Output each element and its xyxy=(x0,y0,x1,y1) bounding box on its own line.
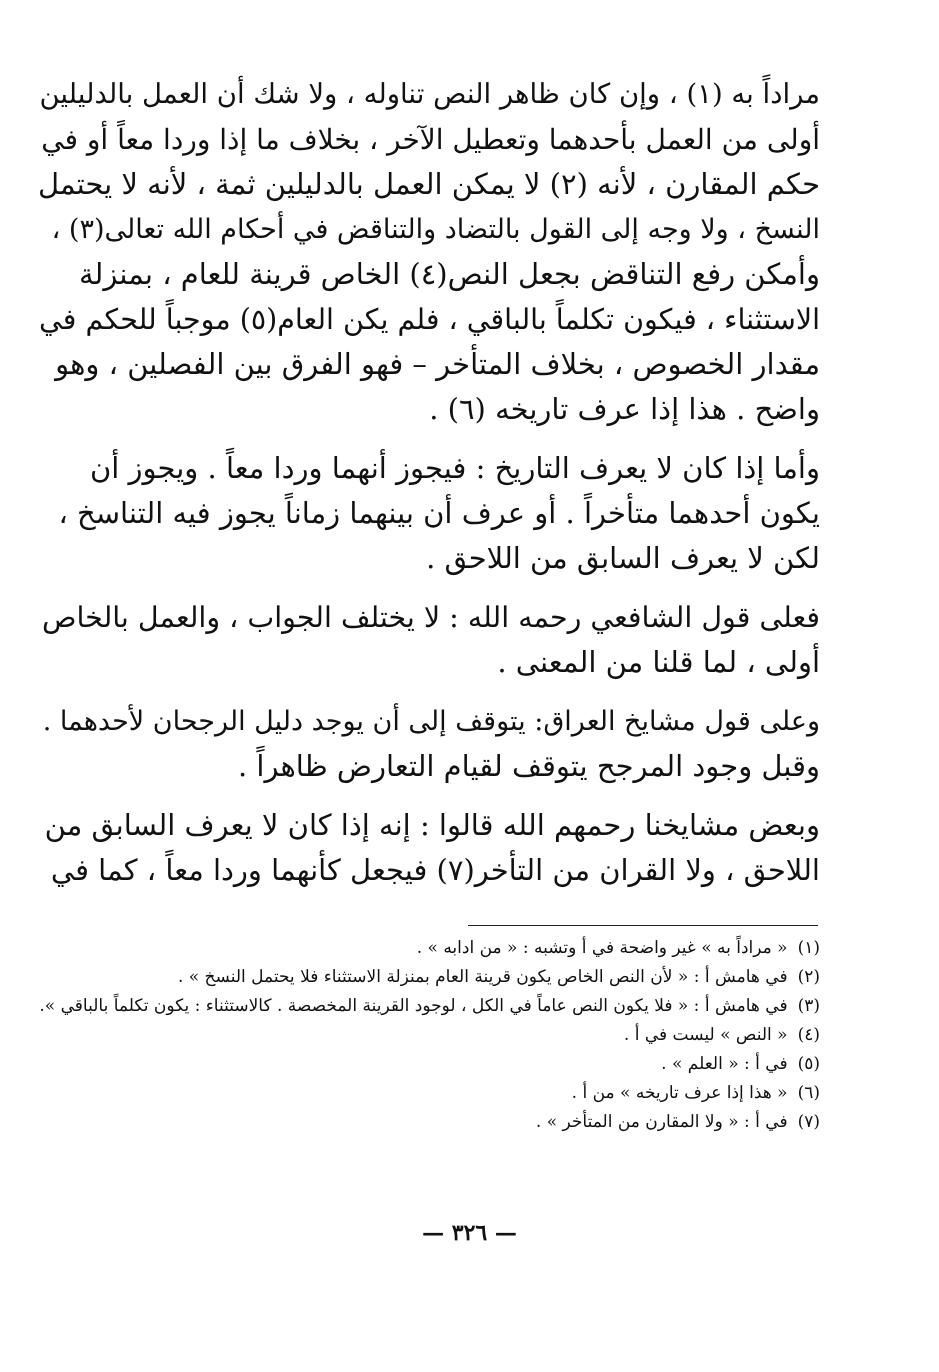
footnote-number: (٥) xyxy=(797,1054,820,1074)
text-line: وعلى قول مشايخ العراق: يتوقف إلى أن يوجد دليل الرجحان لأحدهما . xyxy=(42,706,820,737)
paragraph-4 xyxy=(38,699,820,789)
text-line: وقبل وجود المرجح يتوقف لقيام التعارض ظاهراً . xyxy=(238,749,820,783)
footnotes xyxy=(38,934,820,1137)
text-line: وأمكن رفع التناقض بجعل النص(٤) الخاص قرينة للعام ، بمنزلة xyxy=(79,257,820,291)
text-line: لكن لا يعرف السابق من اللاحق . xyxy=(426,541,820,575)
footnote-number: (٧) xyxy=(797,1112,820,1132)
footnote-number: (٣) xyxy=(797,996,820,1016)
text-line: واضح . هذا إذا عرف تاريخه (٦) . xyxy=(429,392,820,426)
footnote-4 xyxy=(38,1021,820,1050)
footnote-7 xyxy=(38,1108,820,1137)
footnote-6 xyxy=(38,1079,820,1108)
text-line: حكم المقارن ، لأنه (٢) لا يمكن العمل بالدليلين ثمة ، لأنه لا يحتمل xyxy=(37,167,820,201)
text-line: يكون أحدهما متأخراً . أو عرف أن بينهما زماناً يجوز فيه التناسخ ، xyxy=(58,496,820,530)
paragraph-2 xyxy=(38,446,820,581)
footnote-text: في هامش أ : « لأن النص الخاص يكون قرينة العام بمنزلة الاستثناء فلا يحتمل النسخ » . xyxy=(177,967,788,987)
footnote-1 xyxy=(38,934,820,963)
footnote-number: (٢) xyxy=(797,967,820,987)
paragraph-5 xyxy=(38,803,820,893)
text-line: مقدار الخصوص ، بخلاف المتأخر – فهو الفرق بين الفصلين ، وهو xyxy=(55,347,820,381)
footnote-number: (١) xyxy=(797,938,820,958)
footnote-number: (٦) xyxy=(797,1083,820,1103)
main-text xyxy=(38,72,820,893)
text-line: فعلى قول الشافعي رحمه الله : لا يختلف الجواب ، والعمل بالخاص xyxy=(42,601,820,634)
footnote-2 xyxy=(38,963,820,992)
text-line: اللاحق ، ولا القران من التأخر(٧) فيجعل كأنهما وردا معاً ، كما في xyxy=(50,853,820,887)
text-line: أولى من العمل بأحدهما وتعطيل الآخر ، بخلاف ما إذا وردا معاً أو في xyxy=(41,123,820,156)
text-line: الاستثناء ، فيكون تكلماً بالباقي ، فلم يكن العام(٥) موجباً للحكم في xyxy=(39,303,820,336)
paragraph-1 xyxy=(38,72,820,432)
footnote-divider xyxy=(468,925,818,926)
text-line: وأما إذا كان لا يعرف التاريخ : فيجوز أنهما وردا معاً . ويجوز أن xyxy=(89,451,820,485)
footnote-text: في هامش أ : « فلا يكون النص عاماً في الكل ، لوجود القرينة المخصصة . كالاستثناء : يكون تكلماً بالباقي ». xyxy=(39,996,788,1016)
text-line: أولى ، لما قلنا من المعنى . xyxy=(497,645,820,679)
footnote-text: « النص » ليست في أ . xyxy=(623,1025,788,1045)
footnote-text: في أ : « ولا المقارن من المتأخر » . xyxy=(535,1112,788,1132)
footnote-3 xyxy=(38,992,820,1021)
footnote-5 xyxy=(38,1050,820,1079)
paragraph-3 xyxy=(38,595,820,685)
footnote-text: « مراداً به » غير واضحة في أ وتشبه : « من ادابه » . xyxy=(416,938,788,958)
footnote-number: (٤) xyxy=(797,1025,820,1045)
text-line: مراداً به (١) ، وإن كان ظاهر النص تناوله ، ولا شك أن العمل بالدليلين xyxy=(39,78,820,110)
text-line: وبعض مشايخنا رحمهم الله قالوا : إنه إذا كان لا يعرف السابق من xyxy=(44,808,820,842)
page-number: — ٣٢٦ — xyxy=(422,1220,517,1246)
text-line: النسخ ، ولا وجه إلى القول بالتضاد والتناقض في أحكام الله تعالى(٣) ، xyxy=(51,214,820,245)
footnote-text: « هذا إذا عرف تاريخه » من أ . xyxy=(571,1083,788,1103)
footnote-text: في أ : « العلم » . xyxy=(661,1054,788,1074)
